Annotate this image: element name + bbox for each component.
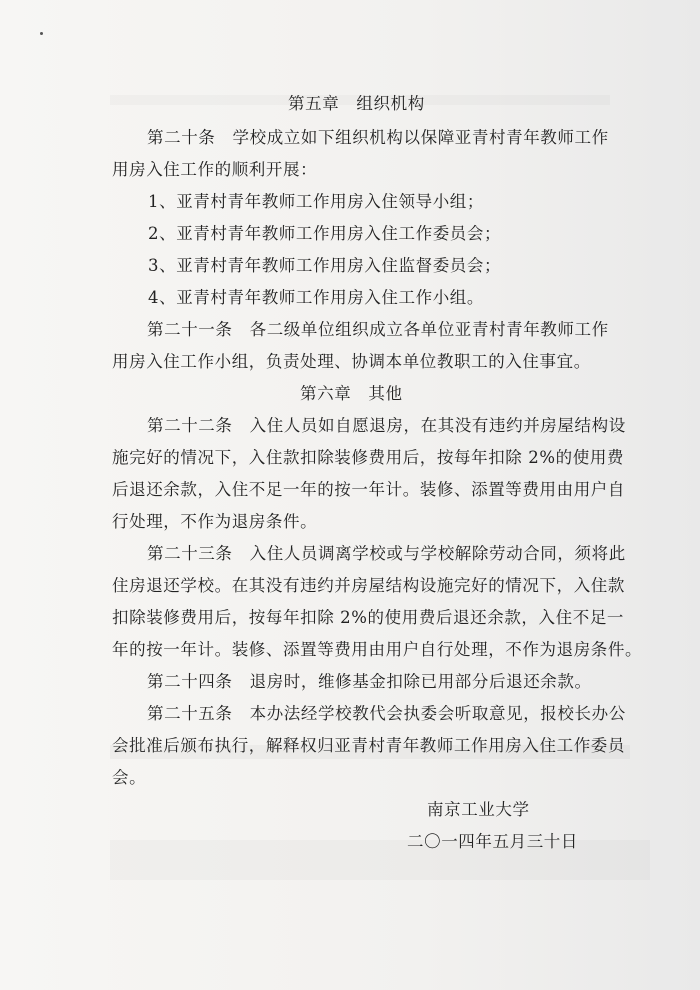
signature-organization: 南京工业大学 bbox=[427, 800, 530, 819]
article-20-line-2: 用房入住工作的顺利开展： bbox=[112, 160, 318, 179]
article-22-line-3: 后退还余款，入住不足一年的按一年计。装修、添置等费用由用户自 bbox=[112, 480, 625, 499]
article-23-line-1: 第二十三条 入住人员调离学校或与学校解除劳动合同，须将此 bbox=[147, 544, 626, 563]
article-20-line-1: 第二十条 学校成立如下组织机构以保障亚青村青年教师工作 bbox=[147, 128, 609, 147]
article-20-item-2: 2、亚青村青年教师工作用房入住工作委员会； bbox=[148, 224, 502, 243]
article-21-line-2: 用房入住工作小组，负责处理、协调本单位教职工的入住事宜。 bbox=[112, 352, 591, 371]
article-23-line-4: 年的按一年计。装修、添置等费用由用户自行处理，不作为退房条件。 bbox=[112, 640, 643, 659]
article-20-item-3: 3、亚青村青年教师工作用房入住监督委员会； bbox=[148, 256, 502, 275]
article-24-line-1: 第二十四条 退房时，维修基金扣除已用部分后退还余款。 bbox=[147, 672, 592, 691]
signature-date: 二〇一四年五月三十日 bbox=[407, 832, 578, 851]
article-22-line-2: 施完好的情况下，入住款扣除装修费用后，按每年扣除 2%的使用费 bbox=[112, 448, 625, 467]
article-25-line-2: 会批准后颁布执行，解释权归亚青村青年教师工作用房入住工作委员 bbox=[112, 736, 625, 755]
article-23-line-2: 住房退还学校。在其没有违约并房屋结构设施完好的情况下，入住款 bbox=[112, 576, 625, 595]
article-23-line-3: 扣除装修费用后，按每年扣除 2%的使用费后退还余款，入住不足一 bbox=[112, 608, 625, 627]
article-22-line-1: 第二十二条 入住人员如自愿退房，在其没有违约并房屋结构设 bbox=[147, 416, 626, 435]
article-20-item-1: 1、亚青村青年教师工作用房入住领导小组； bbox=[148, 192, 484, 211]
article-21-line-1: 第二十一条 各二级单位组织成立各单位亚青村青年教师工作 bbox=[147, 320, 609, 339]
article-20-item-4: 4、亚青村青年教师工作用房入住工作小组。 bbox=[148, 288, 484, 307]
chapter-6-heading: 第六章 其他 bbox=[300, 384, 403, 403]
article-25-line-3: 会。 bbox=[112, 768, 147, 787]
article-22-line-4: 行处理，不作为退房条件。 bbox=[112, 512, 318, 531]
chapter-5-heading: 第五章 组织机构 bbox=[288, 94, 425, 113]
article-25-line-1: 第二十五条 本办法经学校教代会执委会听取意见，报校长办公 bbox=[147, 704, 626, 723]
